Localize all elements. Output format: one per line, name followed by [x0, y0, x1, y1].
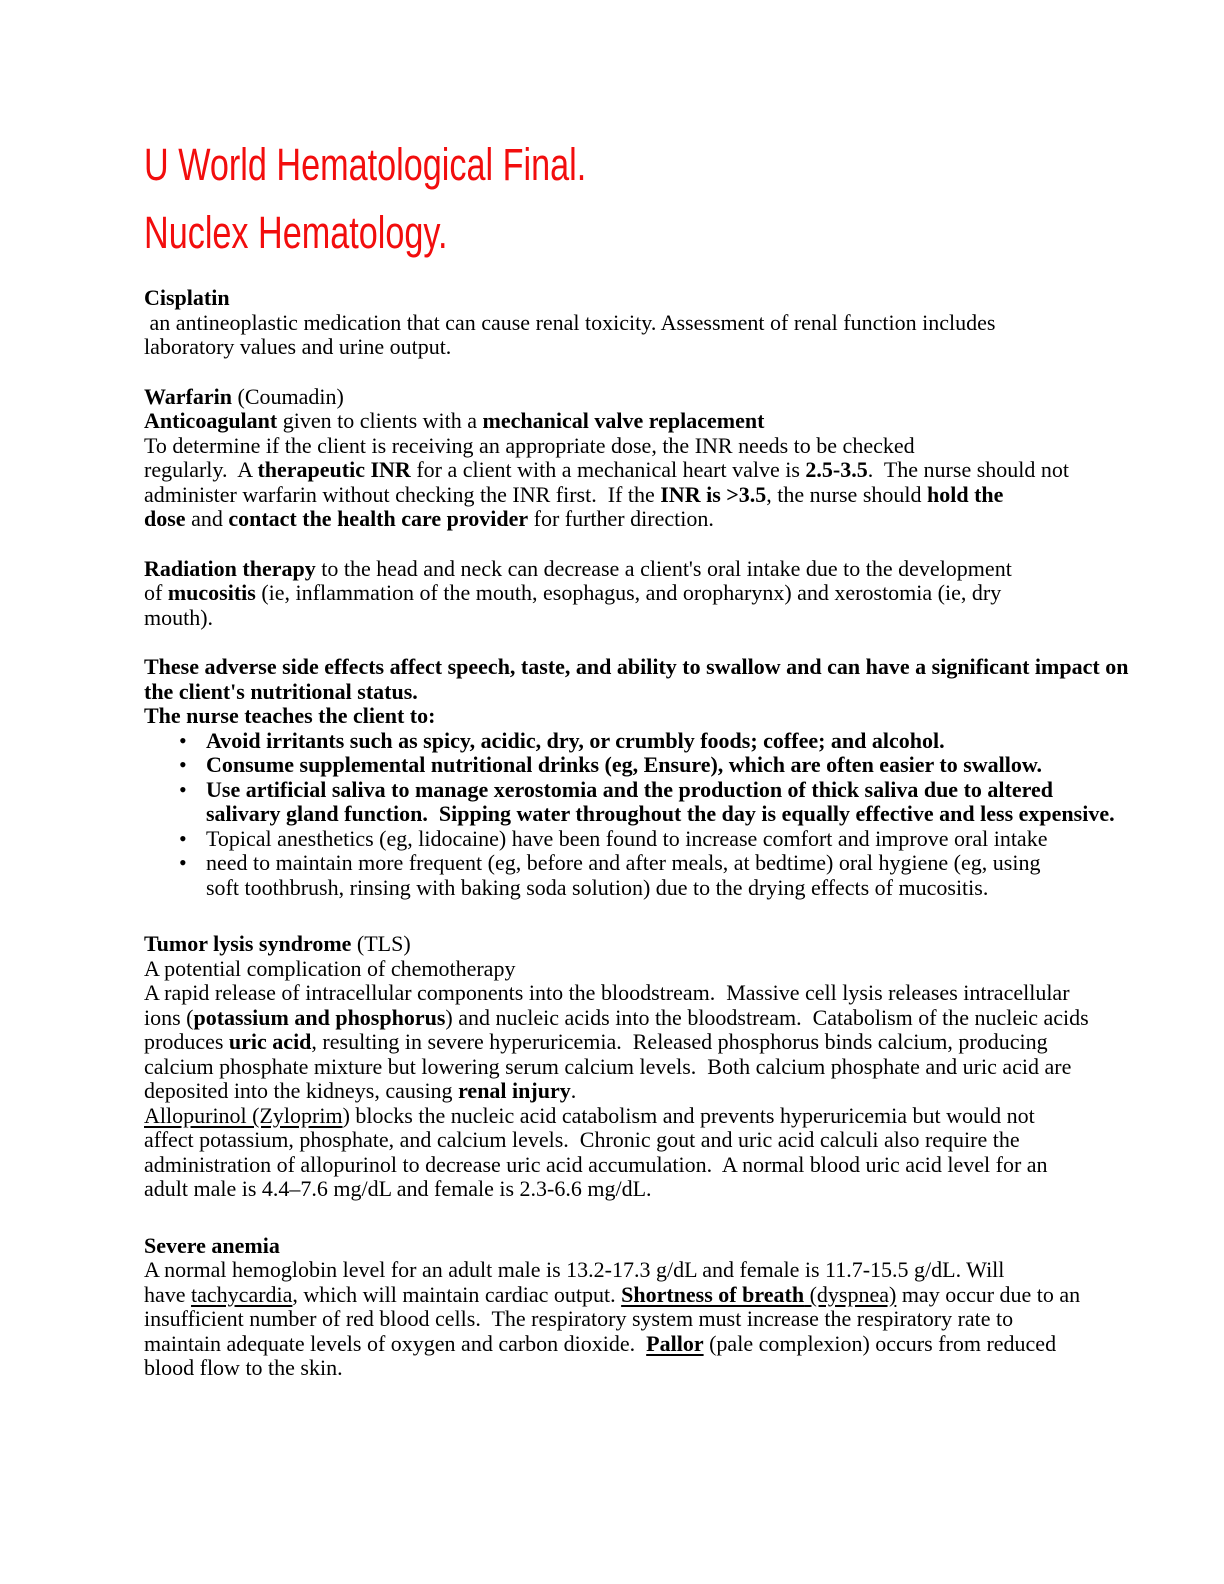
text-run: (ie, inflammation of the mouth, esophagus, and oropharynx) and xerostomia (ie, dry	[255, 580, 1002, 605]
text-run: for further direction.	[528, 506, 714, 531]
text-line	[144, 981, 1144, 1006]
text-run: To determine if the client is receiving an appropriate dose, the INR needs to be checked	[144, 432, 915, 458]
text-run: contact the health care provider	[228, 506, 529, 531]
text-run: Shortness of breath	[621, 1281, 805, 1307]
text-run: need to maintain more frequent (eg, before and after meals, at bedtime) oral hygiene (eg, using	[206, 850, 1041, 875]
text-run: Tumor lysis syndrome	[144, 931, 352, 956]
text-run: deposited into the kidneys, causing	[144, 1078, 459, 1103]
text-run: Pallor	[646, 1330, 704, 1356]
radiation-therapy-paragraph	[144, 557, 1144, 631]
text-line	[144, 1283, 1144, 1308]
text-run: administer warfarin without checking the INR first. If the	[144, 481, 661, 507]
text-line	[144, 335, 1144, 360]
text-run: given to clients with a	[277, 408, 483, 433]
text-run: Radiation therapy	[144, 555, 316, 581]
document-content	[144, 140, 1144, 1381]
doc-title-secondary: Nuclex Hematology.	[144, 207, 448, 258]
document-body	[144, 286, 1144, 1381]
text-line	[144, 1258, 1144, 1283]
text-run: Allopurinol (Zyloprim	[144, 1102, 343, 1128]
text-line	[144, 1153, 1144, 1178]
text-run: to the head and neck can decrease a client's oral intake due to the development	[315, 555, 1012, 581]
bullet-item	[144, 729, 1144, 754]
text-run: A potential complication of chemotherapy	[144, 955, 516, 981]
bullet-item-continuation	[144, 802, 1144, 827]
text-run: affect potassium, phosphate, and calcium levels. Chronic gout and uric acid calculi also require the	[144, 1127, 1020, 1152]
text-run: Consume supplemental nutritional drinks (eg, Ensure), which are often easier to swallow.	[206, 752, 1043, 777]
text-line	[144, 1055, 1144, 1080]
bullet-item-continuation	[144, 876, 1144, 901]
text-run: Cisplatin	[144, 285, 230, 310]
text-run: INR is >3.5	[660, 481, 767, 507]
text-line	[144, 1006, 1144, 1031]
text-run: (TLS)	[351, 931, 411, 956]
text-line	[144, 409, 1144, 434]
text-run: of	[144, 580, 168, 605]
text-line	[144, 1332, 1144, 1357]
bullet-icon: •	[179, 752, 187, 777]
text-line	[144, 458, 1144, 483]
text-run: for a client with a mechanical heart valve is	[410, 457, 806, 482]
text-run: Anticoagulant	[144, 408, 278, 433]
text-line	[144, 311, 1144, 336]
tumor-lysis-syndrome-paragraph	[144, 932, 1144, 1202]
text-run: ) blocks the nucleic acid catabolism and prevents hyperuricemia but would not	[342, 1102, 1035, 1128]
bullet-icon: •	[179, 776, 187, 802]
text-run: Warfarin	[144, 383, 232, 409]
text-run: , the nurse should	[766, 481, 927, 507]
text-run: hold the	[927, 481, 1004, 507]
text-line	[144, 1030, 1144, 1055]
bullet-icon: •	[179, 727, 187, 753]
text-run: A normal hemoglobin level for an adult male is 13.2-17.3 g/dL and female is 11.7-15.5 g/dL. Will	[144, 1257, 1005, 1282]
text-run: (Coumadin)	[232, 383, 344, 409]
text-run: 2.5-3.5	[805, 457, 868, 482]
text-run: Avoid irritants such as spicy, acidic, dry, or crumbly foods; coffee; and alcohol.	[206, 727, 945, 753]
text-line	[144, 1234, 1144, 1259]
text-line	[144, 286, 1144, 311]
text-run: mucositis	[167, 580, 256, 605]
warfarin-paragraph	[144, 385, 1144, 532]
text-run: mouth).	[144, 604, 214, 630]
text-run: , resulting in severe hyperuricemia. Released phosphorus binds calcium, producing	[311, 1029, 1048, 1054]
text-run: salivary gland function. Sipping water throughout the day is equally effective and less expensive.	[206, 801, 1115, 826]
text-line	[144, 1128, 1144, 1153]
text-line	[144, 680, 1144, 705]
text-line	[144, 1307, 1144, 1332]
text-run: administration of allopurinol to decrease uric acid accumulation. A normal blood uric acid level for an	[144, 1151, 1048, 1177]
text-run: renal injury	[458, 1078, 571, 1103]
text-run: (dyspnea)	[804, 1281, 897, 1307]
text-run: calcium phosphate mixture but lowering serum calcium levels. Both calcium phosphate and uric acid are	[144, 1053, 1072, 1079]
severe-anemia-paragraph	[144, 1234, 1144, 1381]
text-run: A rapid release of intracellular components into the bloodstream. Massive cell lysis releases intracellular	[144, 980, 1070, 1005]
text-run: .	[570, 1078, 577, 1103]
text-run: have	[144, 1281, 192, 1307]
text-run: produces	[144, 1029, 229, 1054]
text-run: uric acid	[228, 1029, 312, 1054]
text-run: mechanical valve replacement	[482, 408, 765, 433]
text-run: and	[185, 506, 229, 531]
text-line	[144, 655, 1144, 680]
text-line	[144, 606, 1144, 631]
text-line	[144, 704, 1144, 729]
text-line	[144, 385, 1144, 410]
text-run: ions (	[144, 1004, 194, 1030]
text-run: The nurse teaches the client to:	[144, 703, 436, 728]
bullet-item	[144, 827, 1144, 852]
text-run: insufficient number of red blood cells. The respiratory system must increase the respiratory rate to	[144, 1306, 1014, 1331]
cisplatin-paragraph	[144, 286, 1144, 360]
text-line	[144, 1356, 1144, 1381]
adverse-effects-paragraph	[144, 655, 1144, 729]
text-run: (pale complexion) occurs from reduced	[703, 1330, 1057, 1356]
doc-title-primary: U World Hematological Final.	[144, 139, 587, 190]
text-line	[144, 1079, 1144, 1104]
text-run: blood flow to the skin.	[144, 1355, 343, 1380]
text-line	[144, 932, 1144, 957]
text-run: ) and nucleic acids into the bloodstream. Catabolism of the nucleic acids	[445, 1004, 1089, 1030]
text-run: regularly. A	[144, 457, 258, 482]
text-run: . The nurse should not	[867, 457, 1069, 482]
client-teaching-list	[144, 729, 1144, 901]
text-run: Use artificial saliva to manage xerostomia and the production of thick saliva due to altered	[206, 776, 1053, 802]
text-run: therapeutic INR	[257, 457, 411, 482]
bullet-icon: •	[179, 850, 187, 875]
bullet-icon: •	[179, 825, 187, 851]
text-run: Severe anemia	[144, 1232, 280, 1258]
text-line	[144, 507, 1144, 532]
text-run: potassium and phosphorus	[193, 1004, 446, 1030]
text-run: tachycardia	[191, 1281, 293, 1307]
text-line	[144, 483, 1144, 508]
text-line	[144, 1104, 1144, 1129]
text-run: maintain adequate levels of oxygen and carbon dioxide.	[144, 1330, 647, 1356]
text-line	[144, 434, 1144, 459]
bullet-item	[144, 778, 1144, 803]
text-line	[144, 557, 1144, 582]
text-line	[144, 1177, 1144, 1202]
text-line	[144, 957, 1144, 982]
text-run: , which will maintain cardiac output.	[292, 1281, 622, 1307]
text-run: These adverse side effects affect speech, taste, and ability to swallow and can have a significant impact on	[144, 654, 1129, 679]
text-run: an antineoplastic medication that can cause renal toxicity. Assessment of renal function includes	[144, 309, 996, 335]
text-run: adult male is 4.4–7.6 mg/dL and female is 2.3-6.6 mg/dL.	[144, 1176, 652, 1201]
text-line	[144, 581, 1144, 606]
text-run: soft toothbrush, rinsing with baking soda solution) due to the drying effects of mucositis.	[206, 874, 989, 900]
text-run: Topical anesthetics (eg, lidocaine) have been found to increase comfort and improve oral intake	[206, 825, 1048, 851]
bullet-item	[144, 851, 1144, 876]
text-run: may occur due to an	[896, 1281, 1081, 1307]
bullet-item	[144, 753, 1144, 778]
text-run: dose	[144, 506, 186, 531]
text-run: the client's nutritional status.	[144, 678, 418, 704]
text-run: laboratory values and urine output.	[144, 334, 452, 359]
